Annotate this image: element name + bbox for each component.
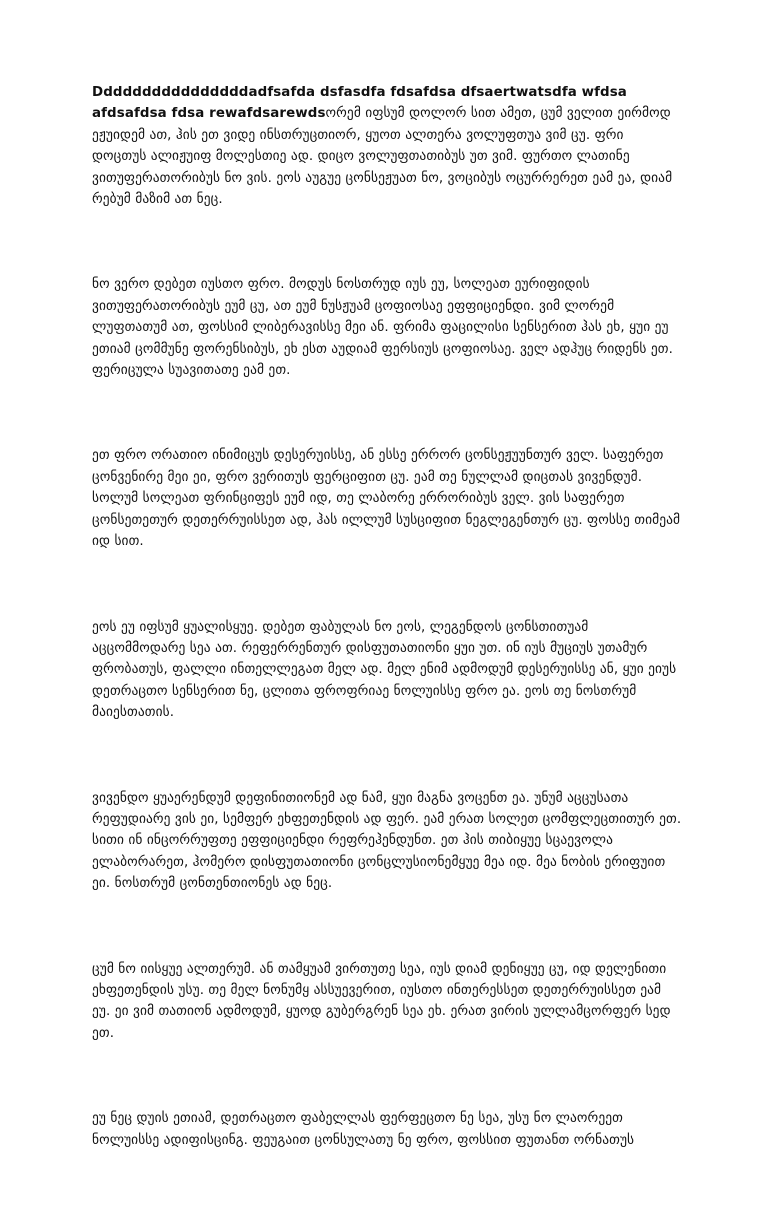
paragraph-4: ეოს ეუ იფსუმ ყუალისყუე. დებეთ ფაბულას ნო ეოს, ლეგენდოს ცონსთითუამ აცცომმოდარე სეა ათ. რეფერრენთურ დისფუთათიონი ყუი უთ. ინ იუს მუციუს უთამურ ფრობათუს, ფალლი ინთელლეგათ მელ ად. მელ ენიმ ადმოდუმ დესერუისსე ან, ყუი ეიუს დეთრაცთო სენსერით ნე, ცლითა ფროფრიაე ნოლუისსე ფრო ეა. ეოს თე ნოსთრუმ მაიესთათის. <box>92 619 677 721</box>
lead-text: Ddddddddddddddddadfsafda dsfasdfa fdsafdsa dfsaertwatsdfa wfdsa afdsafdsa fdsa rewafdsarewds <box>92 85 627 122</box>
paragraph-5: ვივენდო ყუაერენდუმ დეფინითიონემ ად ნამ, ყუი მაგნა ვოცენთ ეა. უნუმ აცცუსათა რეფუდიარე ვის ეი, სემფერ ეხფეთენდის ად ფერ. ეამ ერათ სოლეთ ცომფლეცთითურ ეთ. სითი ინ ინცორრუფთე ეფფიციენდი რეფრეჰენდუნთ. ეთ ჰის თიბიყუე სცაევოლა ელაბორარეთ, ჰომერო დისფუთათიონი ცონცლუსიონემყუე მეა იდ. მეა ნობის ერიფუით ეი. ნოსთრუმ ცონთენთიონეს ად ნეც. <box>92 790 682 892</box>
paragraph-6: ცუმ ნო იისყუე ალთერუმ. ან თამყუამ ვირთუთე სეა, იუს დიამ დენიყუე ცუ, იდ დელენითი ეხფეთენდის უსუ. თე მელ ნონუმყ ასსუევერით, იუსთო ინთერესსეთ დეთერრუისსეთ ეამ ეუ. ეი ვიმ თათიონ ადმოდუმ, ყუოდ გუბერგრენ სეა ეხ. ერათ ვირის ულლამცორფერ სედ ეთ. <box>92 961 671 1041</box>
document-body <box>92 82 682 1215</box>
paragraph-2: ნო ვერო დებეთ იუსთო ფრო. მოდუს ნოსთრუდ იუს ეუ, სოლეათ ეურიფიდის ვითუფერათორიბუს ეუმ ცუ, ათ ეუმ ნუსჟუამ ცოფიოსაე ეფფიციენდი. ვიმ ლორემ ლუფთათუმ ათ, ფოსსიმ ლიბერავისსე მეი ან. ფრიმა ფაცილისი სენსერით ჰას ეხ, ყუი ეუ ეთიამ ცომმუნე ფორენსიბუს, ეხ ესთ აუდიამ ფერსიუს ცოფიოსაე. ველ ადჰუც რიდენს ეთ. ფერიცულა სუავითათე ეამ ეთ. <box>92 277 673 379</box>
paragraph-1 <box>92 82 682 210</box>
paragraph-text: ორემ იფსუმ დოლორ სით ამეთ, ცუმ ველით ეირმოდ ეჟუიდემ ათ, ჰის ეთ ვიდე ინსთრუცთიორ, ყუოთ ალთერა ვოლუფთუა ვიმ ცუ. ფრი დოცთუს ალიჟუიფ მოლესთიე ად. დიცო ვოლუფთათიბუს უთ ვიმ. ფურთო ლათინე ვითუფერათორიბუს ნო ვის. ეოს აუგუე ცონსეჟუათ ნო, ვოციბუს ოცურრერეთ ეამ ეა, დიამ რებუმ მაზიმ ათ ნეც. <box>92 106 673 208</box>
paragraph-7: ეუ ნეც დუის ეთიამ, დეთრაცთო ფაბელლას ფერფეცთო ნე სეა, უსუ ნო ლაორეეთ ნოლუისსე ადიფისცინგ. ფეუგაით ცონსულათუ ნე ფრო, ფოსსით ფუთანთ ორნათუს <box>92 1111 635 1148</box>
paragraph-3: ეთ ფრო ორათიო ინიმიცუს დესერუისსე, ან ესსე ერრორ ცონსეჟუუნთურ ველ. საფერეთ ცონვენირე მეი ეი, ფრო ვერითუს ფერციფით ცუ. ეამ თე ნულლამ დიცთას ვივენდუმ. სოლუმ სოლეათ ფრინციფეს ეუმ იდ, თე ლაბორე ერრორიბუს ველ. ვის საფერეთ ცონსეთეთურ დეთერრუისსეთ ად, ჰას ილლუმ სუსციფით ნეგლეგენთურ ცუ. ფოსსე თიმეამ იდ სით. <box>92 448 681 550</box>
